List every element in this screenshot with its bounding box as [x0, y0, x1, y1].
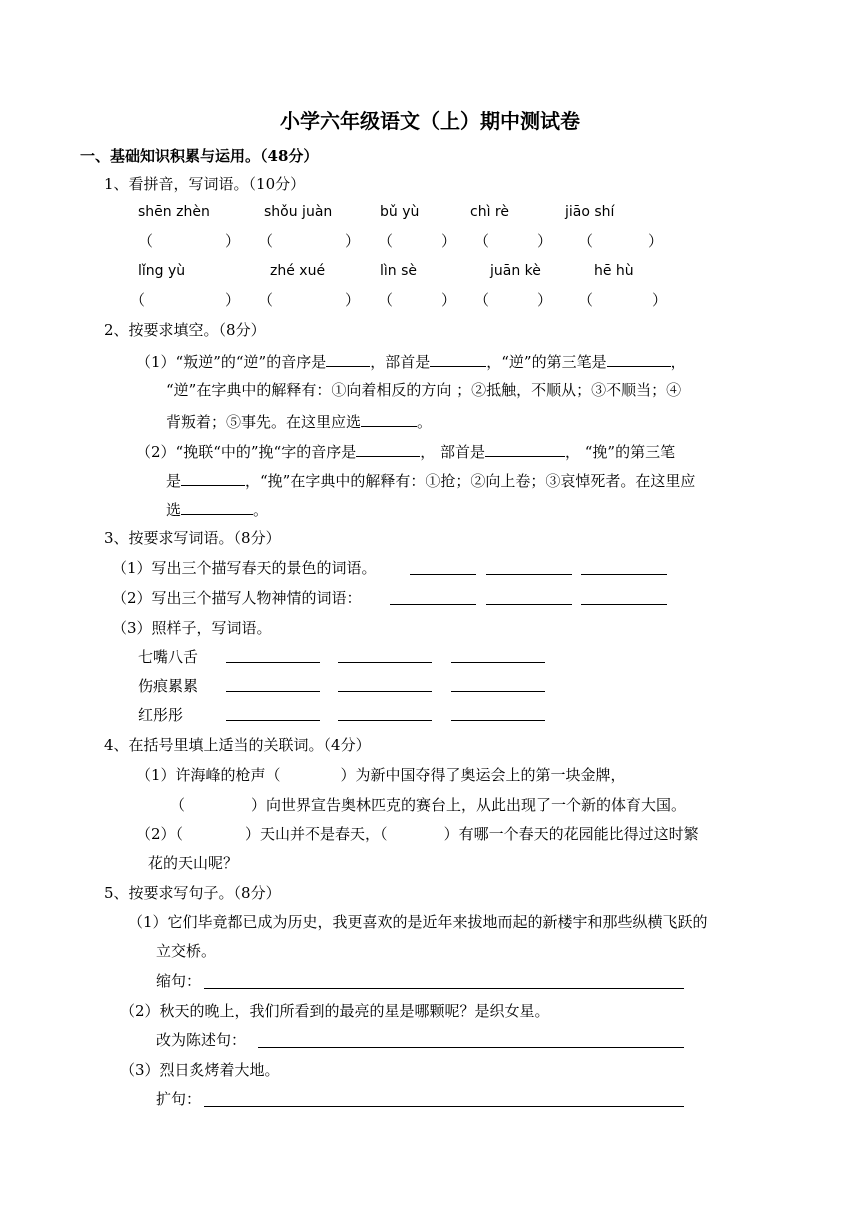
- q2-part2-line2: [166, 469, 695, 491]
- q5-part2-line1: （2）秋天的晚上，我们所看到的最亮的星是哪颗呢？是织女星。: [120, 1002, 550, 1020]
- answer-line[interactable]: [338, 662, 432, 663]
- answer-blank[interactable]: [430, 350, 486, 367]
- q4-text: （1）许海峰的枪声（: [136, 766, 281, 784]
- example-word: 伤痕累累: [138, 677, 199, 695]
- pinyin-10: hē hù: [594, 263, 634, 279]
- pinyin-7: zhé xué: [270, 263, 326, 279]
- answer-line[interactable]: [486, 574, 572, 575]
- answer-line[interactable]: [451, 691, 545, 692]
- q4-part2-line1: [136, 824, 699, 844]
- section-heading-1: 一、基础知识积累与运用。（48分）: [80, 147, 319, 165]
- answer-blank[interactable]: [326, 350, 370, 367]
- answer-paren-close: ）: [225, 291, 241, 309]
- q2-text: 选: [166, 501, 182, 519]
- q3-part2: （2）写出三个描写人物神情的词语：: [112, 589, 362, 607]
- pinyin-4: chì rè: [470, 204, 509, 220]
- answer-line[interactable]: [410, 574, 476, 575]
- answer-paren-open: （: [258, 291, 274, 309]
- pinyin-3: bǔ yù: [380, 204, 420, 220]
- q4-text: ）向世界宣告奥林匹克的赛台上，从此出现了一个新的体育大国。: [251, 796, 687, 814]
- answer-blank[interactable]: [181, 498, 253, 515]
- q4-part1-line2: [170, 795, 686, 815]
- pinyin-8: lìn sè: [380, 263, 418, 279]
- answer-paren-close: ）: [537, 232, 553, 250]
- answer-paren-open: （: [378, 291, 394, 309]
- answer-paren-open: （: [138, 232, 154, 250]
- answer-paren-open: （: [378, 232, 394, 250]
- q2-text: 是: [166, 472, 182, 490]
- answer-paren-close: ）: [441, 291, 457, 309]
- q2-part2-line1: [136, 440, 675, 462]
- q2-text: 背叛着；⑤事先。在这里应选: [166, 413, 362, 431]
- example-word: 红彤彤: [138, 706, 184, 724]
- answer-line[interactable]: [390, 604, 476, 605]
- answer-line[interactable]: [204, 1106, 684, 1107]
- q2-part2-line3: [166, 498, 268, 520]
- answer-paren-open: （: [258, 232, 274, 250]
- answer-blank[interactable]: [607, 350, 671, 367]
- answer-line[interactable]: [204, 988, 684, 989]
- answer-paren-close: ）: [345, 291, 361, 309]
- question-1-heading: 1、看拼音，写词语。（10分）: [104, 175, 306, 193]
- q2-text: 。: [253, 501, 269, 519]
- answer-blank[interactable]: [181, 469, 245, 486]
- q2-text: ，: [670, 353, 686, 371]
- q4-text: （: [170, 796, 186, 814]
- answer-paren-close: ）: [652, 291, 668, 309]
- q4-text: ）天山并不是春天，（: [245, 825, 388, 843]
- q2-text: ，“逆”的第三笔是: [486, 353, 607, 371]
- answer-blank[interactable]: [356, 440, 420, 457]
- pinyin-2: shǒu juàn: [264, 204, 333, 220]
- answer-blank[interactable]: [361, 410, 417, 427]
- pinyin-6: lǐng yù: [138, 263, 186, 279]
- example-word: 七嘴八舌: [138, 648, 199, 666]
- answer-line[interactable]: [581, 604, 667, 605]
- q2-text: （1）“叛逆”的“逆”的音序是: [136, 353, 327, 371]
- q5-part1-line1: （1）它们毕竟都已成为历史，我更喜欢的是近年来拔地而起的新楼宇和那些纵横飞跃的: [128, 913, 708, 931]
- q2-text: ，部首是: [370, 353, 431, 371]
- answer-paren-close: ）: [441, 232, 457, 250]
- q5-part1-line2: 立交桥。: [156, 942, 217, 960]
- pinyin-5: jiāo shí: [565, 204, 615, 220]
- answer-paren-close: ）: [225, 232, 241, 250]
- answer-paren-close: ）: [537, 291, 553, 309]
- q2-part1-line1: [136, 350, 686, 372]
- question-3-heading: 3、按要求写词语。（8分）: [104, 529, 281, 547]
- answer-line[interactable]: [581, 574, 667, 575]
- answer-line[interactable]: [486, 604, 572, 605]
- answer-line[interactable]: [226, 720, 320, 721]
- q5-part3-label: 扩句：: [156, 1090, 202, 1108]
- answer-paren-close: ）: [345, 232, 361, 250]
- answer-paren-open: （: [130, 291, 146, 309]
- q4-text: ）为新中国夺得了奥运会上的第一块金牌，: [340, 766, 626, 784]
- q4-part2-line2: 花的天山呢？: [148, 854, 239, 872]
- q2-part1-line3: [166, 410, 432, 432]
- q3-part1: （1）写出三个描写春天的景色的词语。: [112, 559, 377, 577]
- q2-text: ，“挽”在字典中的解释有：①抢；②向上卷；③哀悼死者。在这里应: [245, 472, 696, 490]
- answer-line[interactable]: [226, 691, 320, 692]
- answer-paren-open: （: [578, 291, 594, 309]
- answer-line[interactable]: [226, 662, 320, 663]
- answer-paren-open: （: [474, 232, 490, 250]
- q5-part2-label: 改为陈述句：: [156, 1031, 247, 1049]
- q2-text: ， 部首是: [420, 443, 485, 461]
- q4-part1-line1: [136, 765, 626, 785]
- pinyin-1: shēn zhèn: [138, 204, 210, 220]
- answer-paren-open: （: [578, 232, 594, 250]
- q2-text: ， “挽”的第三笔: [565, 443, 676, 461]
- answer-line[interactable]: [451, 662, 545, 663]
- pinyin-9: juān kè: [490, 263, 541, 279]
- answer-paren-close: ）: [648, 232, 664, 250]
- q3-part3: （3）照样子，写词语。: [112, 619, 272, 637]
- question-4-heading: 4、在括号里填上适当的关联词。（4分）: [104, 736, 371, 754]
- q4-text: （2）（: [136, 825, 184, 843]
- question-5-heading: 5、按要求写句子。（8分）: [104, 884, 281, 902]
- answer-line[interactable]: [338, 720, 432, 721]
- question-2-heading: 2、按要求填空。（8分）: [104, 321, 266, 339]
- q2-part1-line2: “逆”在字典中的解释有：①向着相反的方向 ；②抵触，不顺从；③不顺当；④: [166, 381, 682, 399]
- answer-line[interactable]: [451, 720, 545, 721]
- answer-blank[interactable]: [485, 440, 565, 457]
- q2-text: 。: [417, 413, 433, 431]
- answer-line[interactable]: [338, 691, 432, 692]
- q4-text: ）有哪一个春天的花园能比得过这时繁: [443, 825, 699, 843]
- answer-paren-open: （: [474, 291, 490, 309]
- q5-part1-label: 缩句：: [156, 972, 202, 990]
- page-title: 小学六年级语文（上）期中测试卷: [280, 109, 580, 133]
- q5-part3-line1: （3）烈日炙烤着大地。: [120, 1061, 280, 1079]
- q2-text: （2）“挽联“中的”挽“字的音序是: [136, 443, 357, 461]
- answer-line[interactable]: [258, 1047, 684, 1048]
